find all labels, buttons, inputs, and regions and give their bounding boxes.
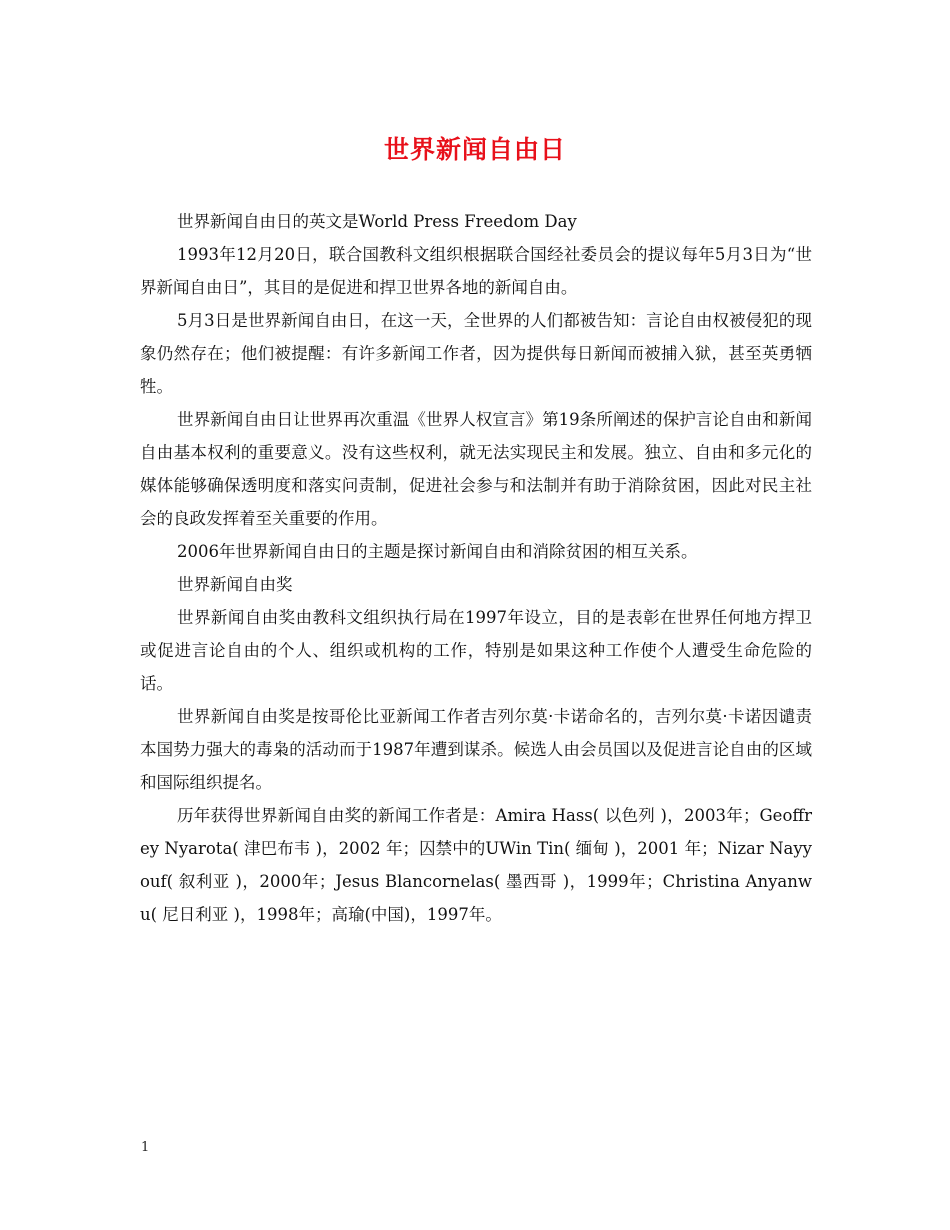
section-heading-prize: 世界新闻自由奖	[177, 575, 293, 594]
paragraph-human-rights: 世界新闻自由日让世界再次重温《世界人权宣言》第19条所阐述的保护言论自由和新闻自由基本权利的重要意义。没有这些权利，就无法实现民主和发展。独立、自由和多元化的媒体能够确保透明度和落实问责制，促进社会参与和法制并有助于消除贫困，因此对民主社会的良政发挥着至关重要的作用。	[140, 410, 812, 528]
paragraph-2006-theme: 2006年世界新闻自由日的主题是探讨新闻自由和消除贫困的相互关系。	[177, 542, 698, 561]
paragraph-may-third: 5月3日是世界新闻自由日，在这一天，全世界的人们都被告知：言论自由权被侵犯的现象仍然存在；他们被提醒：有许多新闻工作者，因为提供每日新闻而被捕入狱，甚至英勇牺牲。	[140, 311, 812, 396]
page-title: 世界新闻自由日	[383, 135, 566, 164]
paragraph-origin: 1993年12月20日，联合国教科文组织根据联合国经社委员会的提议每年5月3日为“世界新闻自由日”，其目的是促进和捍卫世界各地的新闻自由。	[140, 245, 812, 297]
document-body	[140, 205, 812, 931]
page-number: 1	[141, 1140, 150, 1155]
paragraph-english-name: 世界新闻自由日的英文是World Press Freedom Day	[177, 212, 577, 231]
paragraph-laureates: 历年获得世界新闻自由奖的新闻工作者是：Amira Hass( 以色列 )，2003年；Geoffrey Nyarota( 津巴布韦 )，2002 年；囚禁中的UWin Tin( 缅甸 )，2001 年；Nizar Nayyouf( 叙利亚 )，2000年；Jesus Blancornelas( 墨西哥 )，1999年；Christina Anyanwu( 尼日利亚 )，1998年；高瑜(中国)，1997年。	[140, 806, 812, 924]
paragraph-prize-named: 世界新闻自由奖是按哥伦比亚新闻工作者吉列尔莫·卡诺命名的，吉列尔莫·卡诺因谴责本国势力强大的毒枭的活动而于1987年遭到谋杀。候选人由会员国以及促进言论自由的区域和国际组织提名。	[140, 707, 812, 792]
paragraph-prize-established: 世界新闻自由奖由教科文组织执行局在1997年设立，目的是表彰在世界任何地方捍卫或促进言论自由的个人、组织或机构的工作，特别是如果这种工作使个人遭受生命危险的话。	[140, 608, 812, 693]
